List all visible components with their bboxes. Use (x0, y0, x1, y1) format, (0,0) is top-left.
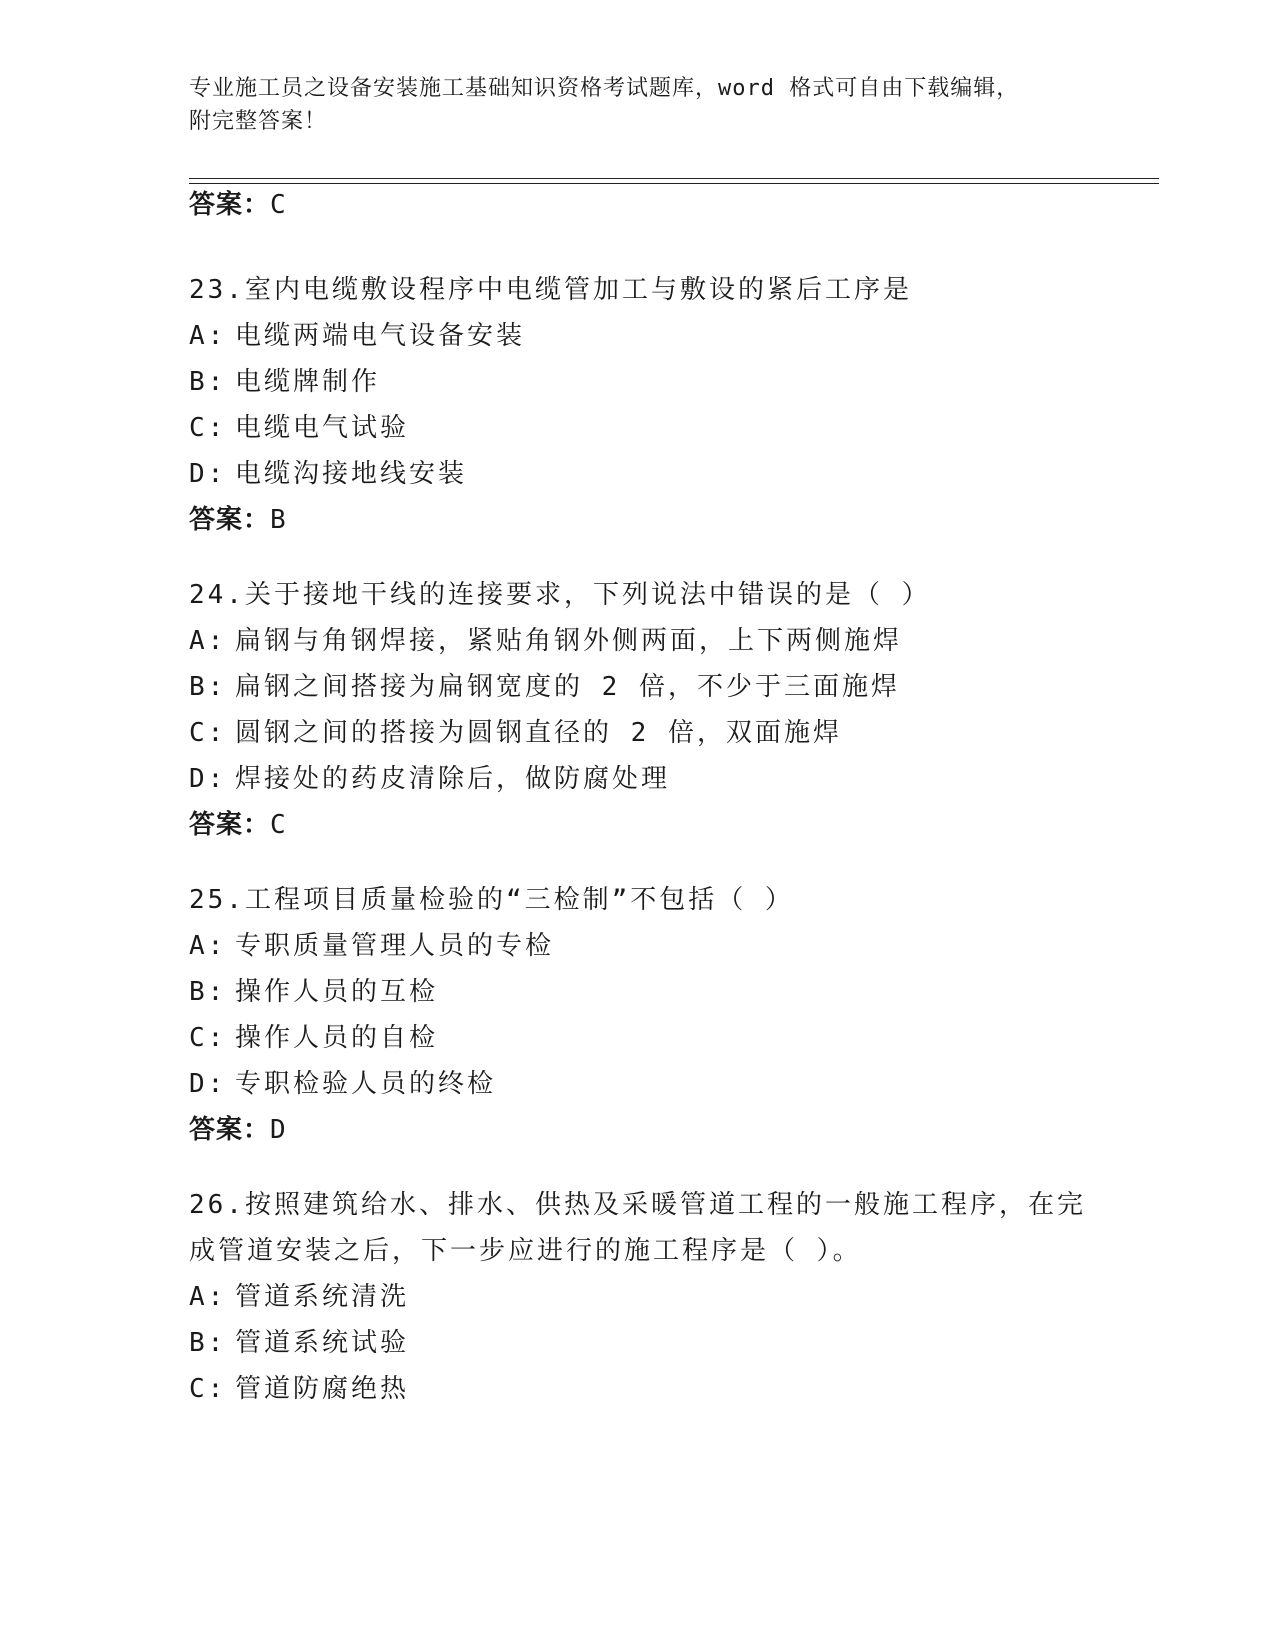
option-d (189, 1061, 1089, 1107)
question-26 (189, 1182, 1089, 1412)
option-b (189, 359, 1089, 405)
option-letter: C: (189, 413, 227, 443)
option-a (189, 1274, 1089, 1320)
option-text: 电缆牌制作 (235, 367, 381, 397)
option-b (189, 1320, 1089, 1366)
option-letter: D: (189, 459, 227, 489)
answer-label: 答案： (189, 1115, 271, 1145)
answer-value: C (270, 810, 287, 840)
option-a (189, 923, 1089, 969)
option-c (189, 1366, 1089, 1412)
option-letter: A: (189, 1282, 227, 1312)
option-letter: D: (189, 1069, 227, 1099)
option-a (189, 618, 1089, 664)
option-text: 电缆两端电气设备安装 (235, 321, 526, 351)
option-text: 扁钢之间搭接为扁钢宽度的 2 倍，不少于三面施焊 (235, 672, 900, 702)
header-divider-top (189, 178, 1159, 179)
option-text: 焊接处的药皮清除后，做防腐处理 (235, 764, 671, 794)
option-letter: A: (189, 626, 227, 656)
option-c (189, 710, 1089, 756)
question-stem-line-1: 26.按照建筑给水、排水、供热及采暖管道工程的一般施工程序，在完 (189, 1190, 1086, 1220)
header-line-2: 附完整答案！ (189, 109, 328, 134)
answer-label: 答案： (189, 190, 271, 220)
option-text: 圆钢之间的搭接为圆钢直径的 2 倍，双面施焊 (235, 718, 842, 748)
answer-label: 答案： (189, 810, 271, 840)
option-d (189, 756, 1089, 802)
option-text: 专职质量管理人员的专检 (235, 931, 555, 961)
option-d (189, 451, 1089, 497)
option-a (189, 313, 1089, 359)
option-text: 电缆电气试验 (235, 413, 410, 443)
option-text: 管道系统清洗 (235, 1282, 410, 1312)
question-stem: 23.室内电缆敷设程序中电缆管加工与敷设的紧后工序是 (189, 275, 912, 305)
option-text: 电缆沟接地线安装 (235, 459, 468, 489)
question-25 (189, 877, 1089, 1153)
option-letter: C: (189, 1374, 227, 1404)
option-b (189, 969, 1089, 1015)
answer-value: C (270, 190, 287, 220)
option-letter: B: (189, 672, 227, 702)
option-text: 专职检验人员的终检 (235, 1069, 497, 1099)
question-stem-line-2: 成管道安装之后，下一步应进行的施工程序是（ ）。 (189, 1236, 862, 1266)
question-24 (189, 572, 1089, 848)
option-text: 管道系统试验 (235, 1328, 410, 1358)
option-letter: D: (189, 764, 227, 794)
answer-label: 答案： (189, 505, 271, 535)
answer-line (189, 1107, 1089, 1153)
option-letter: A: (189, 931, 227, 961)
option-text: 扁钢与角钢焊接，紧贴角钢外侧两面，上下两侧施焊 (235, 626, 903, 656)
option-letter: B: (189, 367, 227, 397)
question-23 (189, 267, 1089, 543)
option-text: 操作人员的自检 (235, 1023, 439, 1053)
answer-line (189, 190, 287, 220)
document-header (189, 72, 1089, 138)
option-text: 操作人员的互检 (235, 977, 439, 1007)
header-divider-bottom (189, 183, 1159, 184)
option-letter: C: (189, 718, 227, 748)
header-line-1: 专业施工员之设备安装施工基础知识资格考试题库，word 格式可自由下载编辑， (189, 76, 1020, 101)
answer-line (189, 497, 1089, 543)
option-letter: A: (189, 321, 227, 351)
option-c (189, 405, 1089, 451)
question-stem: 24.关于接地干线的连接要求，下列说法中错误的是（ ） (189, 580, 931, 610)
option-letter: B: (189, 1328, 227, 1358)
option-letter: B: (189, 977, 227, 1007)
answer-line (189, 802, 1089, 848)
option-c (189, 1015, 1089, 1061)
answer-value: B (270, 505, 287, 535)
option-b (189, 664, 1089, 710)
answer-value: D (270, 1115, 287, 1145)
question-stem: 25.工程项目质量检验的“三检制”不包括（ ） (189, 885, 794, 915)
option-letter: C: (189, 1023, 227, 1053)
option-text: 管道防腐绝热 (235, 1374, 410, 1404)
